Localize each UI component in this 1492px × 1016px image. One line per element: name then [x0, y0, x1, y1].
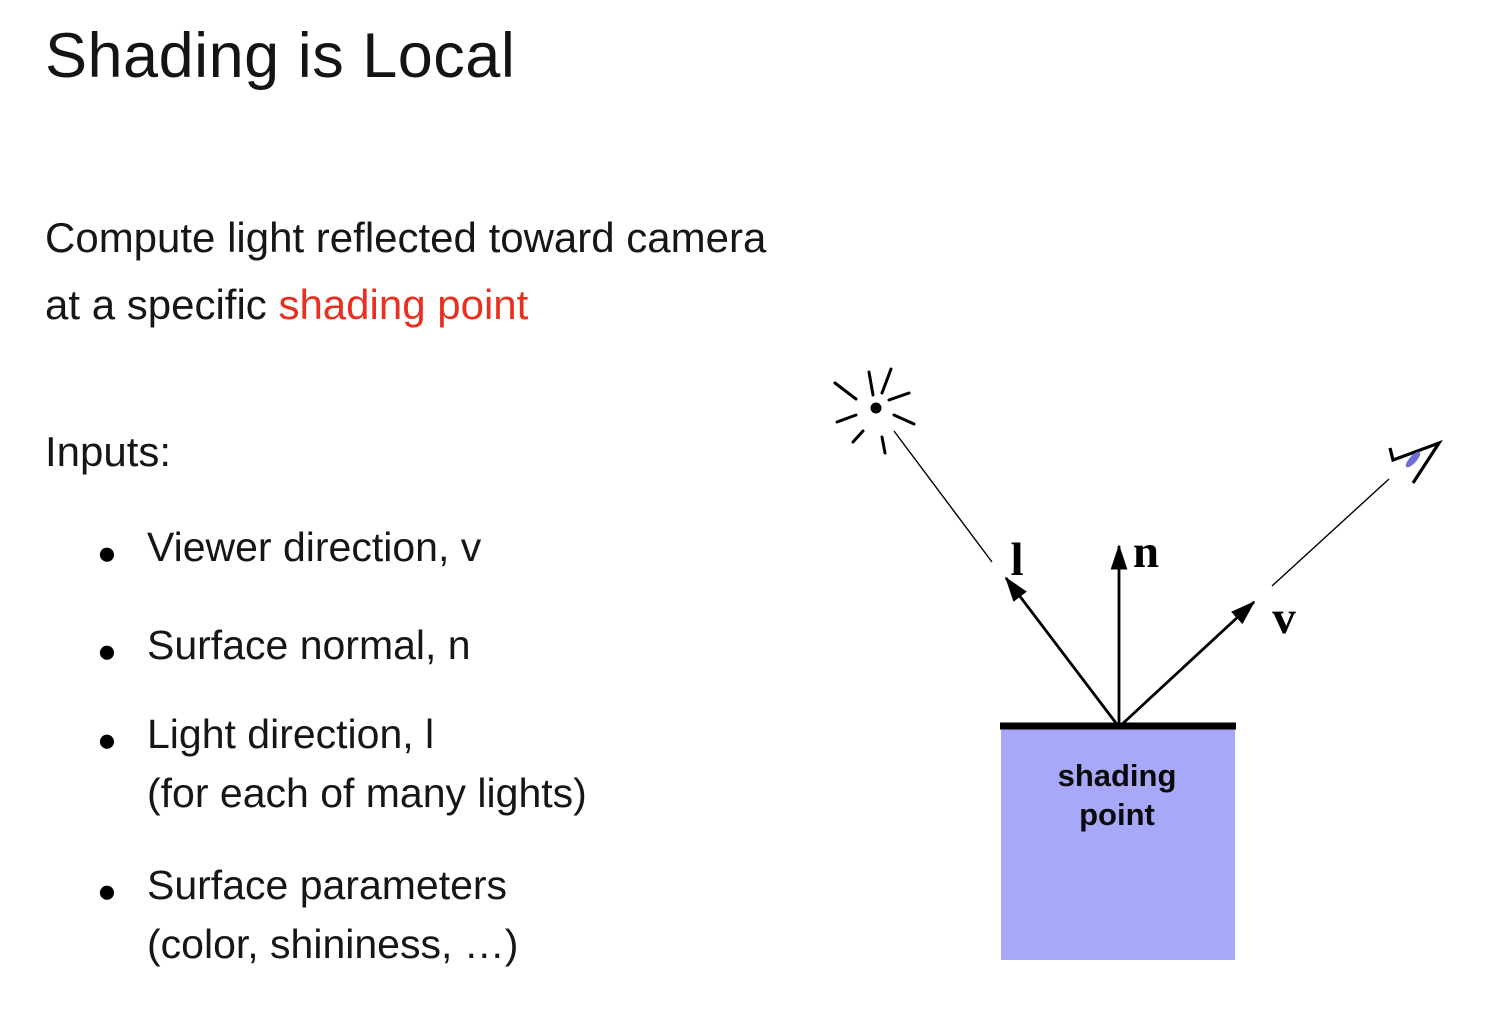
view-vector-label: v	[1272, 592, 1296, 644]
bullet-icon: ●	[97, 872, 117, 909]
light-vector-label: l	[1010, 534, 1024, 586]
view-vector-arrow	[1119, 602, 1254, 727]
intro-line2-prefix: at a specific	[45, 281, 279, 328]
surface-label-line1: shading	[1057, 758, 1177, 793]
normal-vector-label: n	[1132, 526, 1160, 578]
bullet-text-line2: (color, shininess, …)	[147, 921, 519, 967]
bullet-text: Viewer direction, v	[147, 524, 482, 570]
bullet-icon: ●	[97, 534, 117, 571]
shading-diagram	[780, 350, 1492, 1016]
eye-icon	[1390, 443, 1439, 483]
view-ray-line	[1272, 479, 1389, 586]
bullet-text: Light direction, l	[147, 711, 435, 757]
light-vector-arrow	[1006, 578, 1119, 727]
light-source-icon	[835, 369, 914, 453]
surface-label-line2: point	[1079, 797, 1155, 832]
bullet-text: Surface normal, n	[147, 622, 471, 668]
inputs-heading: Inputs:	[45, 428, 172, 475]
bullet-text: Surface parameters	[147, 862, 508, 908]
list-item	[97, 616, 471, 675]
list-item	[97, 518, 482, 577]
bullet-text-line2: (for each of many lights)	[147, 770, 587, 816]
bullet-icon: ●	[97, 721, 117, 758]
intro-text	[45, 204, 766, 338]
page-title: Shading is Local	[45, 21, 516, 91]
light-ray-line	[894, 431, 992, 562]
intro-line1: Compute light reflected toward camera	[45, 214, 767, 261]
list-item	[97, 705, 587, 823]
bullet-icon: ●	[97, 632, 117, 669]
shading-point-highlight: shading point	[278, 281, 529, 328]
list-item	[97, 856, 519, 974]
